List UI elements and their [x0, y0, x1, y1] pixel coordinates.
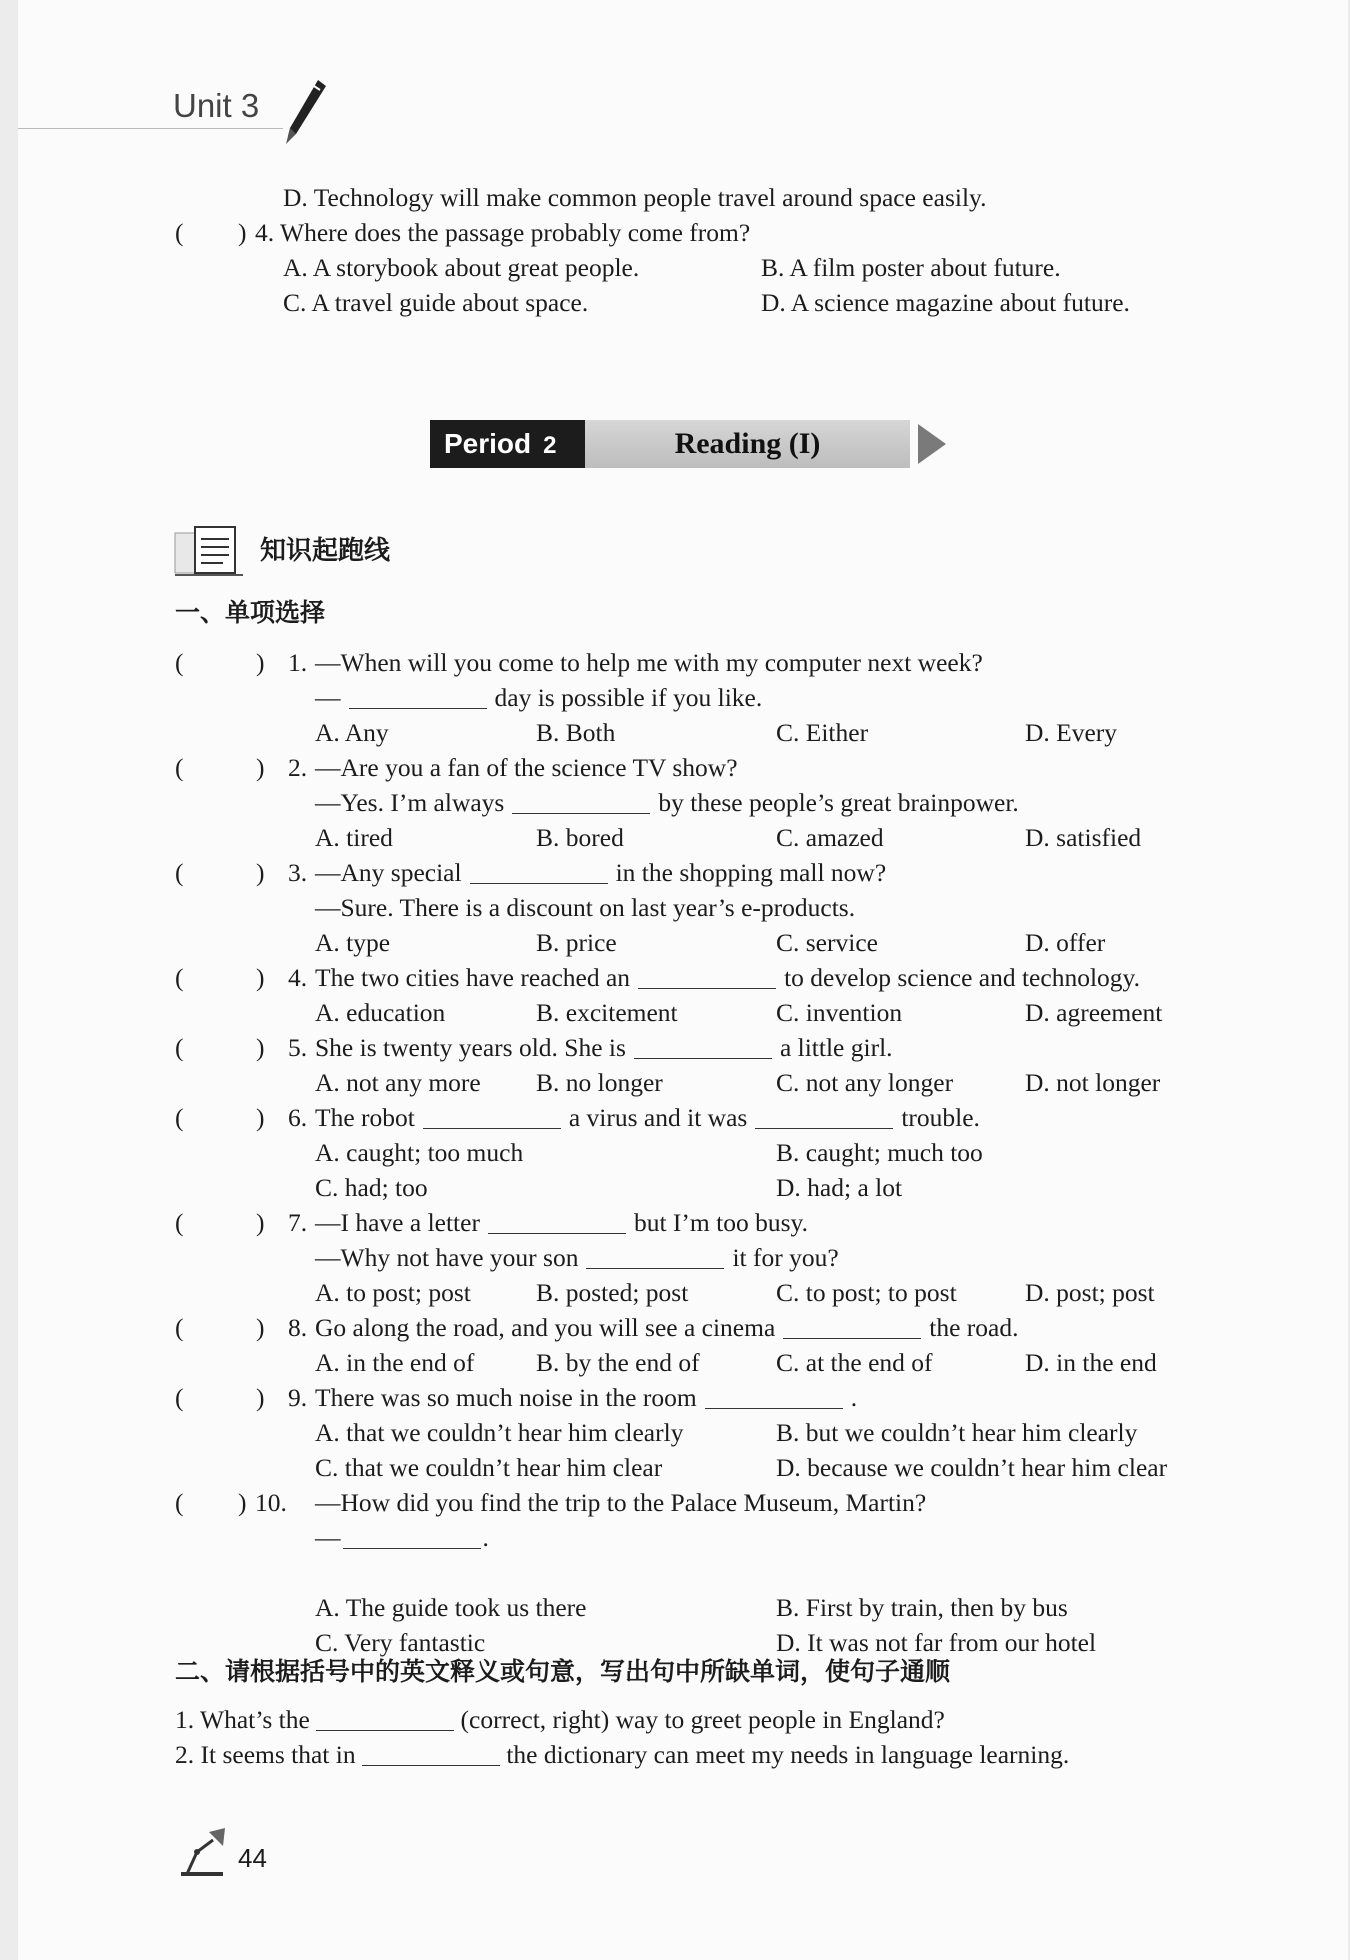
period-label — [430, 420, 585, 468]
answer-paren-open[interactable]: ( — [175, 1208, 184, 1237]
fill-item-text: the dictionary can meet my needs in language learning. — [506, 1740, 1070, 1769]
question-text: it for you? — [732, 1243, 839, 1272]
period-number: 2 — [543, 432, 557, 459]
option-d[interactable]: D. post; post — [1025, 1278, 1155, 1307]
option-c[interactable]: C. to post; to post — [776, 1278, 957, 1307]
answer-paren-open: ( — [175, 218, 184, 247]
question-text: The robot — [315, 1103, 415, 1132]
answer-paren-close[interactable]: ) — [256, 1383, 265, 1412]
option-c[interactable]: C. that we couldn’t hear him clear — [315, 1453, 663, 1482]
question-text: —Are you a fan of the science TV show? — [315, 753, 738, 782]
header-rule — [18, 128, 283, 129]
option-d[interactable]: D. in the end — [1025, 1348, 1157, 1377]
answer-blank[interactable] — [343, 1524, 481, 1549]
question-text: the road. — [929, 1313, 1019, 1342]
question-line — [315, 1030, 893, 1065]
option-a[interactable]: A. that we couldn’t hear him clearly — [315, 1418, 684, 1447]
option-c[interactable]: C. service — [776, 928, 878, 957]
prev-option-d: D. Technology will make common people travel around space easily. — [283, 183, 987, 212]
question-text: 4. Where does the passage probably come from? — [255, 218, 751, 247]
banner-arrow-icon — [918, 424, 946, 464]
answer-blank[interactable] — [755, 1104, 893, 1129]
answer-blank[interactable] — [638, 964, 776, 989]
option-d[interactable]: D. not longer — [1025, 1068, 1161, 1097]
answer-blank[interactable] — [512, 789, 650, 814]
option-a[interactable]: A. Any — [315, 718, 389, 747]
answer-paren-close[interactable]: ) — [256, 1208, 265, 1237]
question-text: but I’m too busy. — [633, 1208, 808, 1237]
option-a[interactable]: A. to post; post — [315, 1278, 471, 1307]
question-text: —Yes. I’m always — [315, 788, 505, 817]
question-text: She is twenty years old. She is — [315, 1033, 626, 1062]
option-c[interactable]: C. had; too — [315, 1173, 428, 1202]
question-line — [315, 1100, 980, 1135]
answer-paren-open[interactable]: ( — [175, 753, 184, 782]
answer-paren-open[interactable]: ( — [175, 1383, 184, 1412]
answer-paren-open[interactable]: ( — [175, 963, 184, 992]
question-text: —I have a letter — [315, 1208, 480, 1237]
answer-paren-close[interactable]: ) — [256, 753, 265, 782]
question-text: . — [850, 1383, 858, 1412]
option-a[interactable]: A. The guide took us there — [315, 1593, 587, 1622]
question-number: 9. — [288, 1383, 308, 1412]
option-d[interactable]: D. It was not far from our hotel — [776, 1628, 1097, 1657]
option-c[interactable]: C. Either — [776, 718, 869, 747]
question-text: in the shopping mall now? — [615, 858, 887, 887]
question-number: 1. — [288, 648, 308, 677]
question-number: 6. — [288, 1103, 308, 1132]
answer-blank[interactable] — [349, 684, 487, 709]
answer-paren-close[interactable]: ) — [256, 858, 265, 887]
option-a[interactable]: A. caught; too much — [315, 1138, 524, 1167]
option-d[interactable]: D. offer — [1025, 928, 1106, 957]
answer-paren-close[interactable]: ) — [256, 1313, 265, 1342]
option-d[interactable]: D. had; a lot — [776, 1173, 903, 1202]
question-text: — — [315, 1523, 341, 1552]
answer-paren-close[interactable]: ) — [256, 1033, 265, 1062]
question-text: . — [482, 1523, 489, 1552]
answer-paren-close: ) — [238, 218, 247, 247]
answer-blank[interactable] — [362, 1741, 500, 1766]
question-line — [315, 890, 855, 925]
question-line — [315, 645, 983, 680]
answer-paren-open[interactable]: ( — [175, 858, 184, 887]
question-line — [315, 960, 1140, 995]
option-b[interactable]: B. by the end of — [536, 1348, 700, 1377]
question-text: —How did you find the trip to the Palace Museum, Martin? — [315, 1488, 927, 1517]
option-d: D. A science magazine about future. — [761, 288, 1130, 317]
option-a: A. A storybook about great people. — [283, 253, 640, 282]
question-line — [315, 1380, 857, 1415]
question-text: —When will you come to help me with my computer next week? — [315, 648, 983, 677]
unit-title: Unit 3 — [173, 87, 260, 124]
option-c[interactable]: C. not any longer — [776, 1068, 954, 1097]
question-text: to develop science and technology. — [784, 963, 1140, 992]
answer-blank[interactable] — [634, 1034, 772, 1059]
option-c[interactable]: C. Very fantastic — [315, 1628, 486, 1657]
option-a[interactable]: A. type — [315, 928, 391, 957]
option-b[interactable]: B. Both — [536, 718, 616, 747]
desk-lamp-icon — [173, 1822, 231, 1880]
part2-heading: 二、请根据括号中的英文释义或句意，写出句中所缺单词，使句子通顺 — [175, 1657, 951, 1686]
option-b[interactable]: B. but we couldn’t hear him clearly — [776, 1418, 1138, 1447]
question-text: day is possible if you like. — [494, 683, 763, 712]
answer-paren-close[interactable]: ) — [256, 963, 265, 992]
part1-heading: 一、单项选择 — [175, 598, 326, 627]
option-b: B. A film poster about future. — [761, 253, 1061, 282]
question-number: 8. — [288, 1313, 308, 1342]
answer-blank[interactable] — [316, 1706, 454, 1731]
question-text: trouble. — [901, 1103, 980, 1132]
option-d[interactable]: D. because we couldn’t hear him clear — [776, 1453, 1168, 1482]
option-a[interactable]: A. tired — [315, 823, 393, 852]
question-text: There was so much noise in the room — [315, 1383, 697, 1412]
question-line — [315, 680, 762, 715]
question-text: a virus and it was — [568, 1103, 748, 1132]
question-text: Go along the road, and you will see a cinema — [315, 1313, 776, 1342]
question-line — [315, 1240, 839, 1275]
answer-paren-open[interactable]: ( — [175, 648, 184, 677]
answer-blank[interactable] — [470, 859, 608, 884]
question-line — [315, 1520, 489, 1555]
question-number: 7. — [288, 1208, 308, 1237]
question-number: 5. — [288, 1033, 308, 1062]
question-text: —Sure. There is a discount on last year’s e-products. — [315, 893, 856, 922]
question-number: 4. — [288, 963, 308, 992]
answer-paren-close[interactable]: ) — [256, 1103, 265, 1132]
question-line — [315, 855, 886, 890]
fill-item-text: (correct, right) way to greet people in England? — [460, 1705, 945, 1734]
option-d[interactable]: D. agreement — [1025, 998, 1163, 1027]
option-b[interactable]: B. First by train, then by bus — [776, 1593, 1068, 1622]
answer-blank[interactable] — [488, 1209, 626, 1234]
notebook-icon — [173, 525, 249, 577]
fill-item-text: 1. What’s the — [175, 1705, 310, 1734]
section-title: 知识起跑线 — [260, 536, 391, 566]
period-title: Reading (I) — [585, 420, 910, 468]
option-b[interactable]: B. posted; post — [536, 1278, 689, 1307]
option-a[interactable]: A. not any more — [315, 1068, 481, 1097]
question-line — [315, 1485, 926, 1520]
period-word: Period — [444, 428, 532, 459]
option-c: C. A travel guide about space. — [283, 288, 589, 317]
question-number: 10. — [255, 1488, 287, 1517]
workbook-page — [18, 0, 1348, 1960]
option-b[interactable]: B. caught; much too — [776, 1138, 983, 1167]
option-c[interactable]: C. invention — [776, 998, 903, 1027]
answer-paren-close[interactable]: ) — [256, 648, 265, 677]
question-number: 2. — [288, 753, 308, 782]
question-text: by these people’s great brainpower. — [658, 788, 1019, 817]
answer-blank[interactable] — [423, 1104, 561, 1129]
option-d[interactable]: D. satisfied — [1025, 823, 1142, 852]
question-number: 3. — [288, 858, 308, 887]
answer-paren-open[interactable]: ( — [175, 1103, 184, 1132]
question-text: — — [315, 683, 341, 712]
answer-blank[interactable] — [783, 1314, 921, 1339]
answer-paren-open[interactable]: ( — [175, 1313, 184, 1342]
option-a[interactable]: A. in the end of — [315, 1348, 475, 1377]
answer-paren-open[interactable]: ( — [175, 1033, 184, 1062]
question-text: —Any special — [315, 858, 462, 887]
question-line — [315, 1310, 1019, 1345]
fill-item-text: 2. It seems that in — [175, 1740, 356, 1769]
page-number: 44 — [238, 1843, 267, 1873]
option-a[interactable]: A. education — [315, 998, 446, 1027]
answer-blank[interactable] — [705, 1384, 843, 1409]
question-line — [315, 1205, 808, 1240]
option-c[interactable]: C. amazed — [776, 823, 884, 852]
answer-paren-open[interactable]: ( — [175, 1488, 184, 1517]
period-banner — [430, 420, 965, 468]
question-text: The two cities have reached an — [315, 963, 631, 992]
option-c[interactable]: C. at the end of — [776, 1348, 933, 1377]
question-text: —Why not have your son — [315, 1243, 579, 1272]
question-line — [315, 750, 738, 785]
pen-icon — [280, 78, 330, 148]
fill-item-2 — [175, 1737, 1069, 1772]
fill-item-1 — [175, 1702, 945, 1737]
question-line — [315, 785, 1019, 820]
question-text: a little girl. — [779, 1033, 893, 1062]
answer-blank[interactable] — [586, 1244, 724, 1269]
option-b[interactable]: B. price — [536, 928, 617, 957]
option-b[interactable]: B. no longer — [536, 1068, 663, 1097]
option-b[interactable]: B. excitement — [536, 998, 678, 1027]
option-d[interactable]: D. Every — [1025, 718, 1118, 747]
option-b[interactable]: B. bored — [536, 823, 624, 852]
answer-paren-close[interactable]: ) — [238, 1488, 247, 1517]
